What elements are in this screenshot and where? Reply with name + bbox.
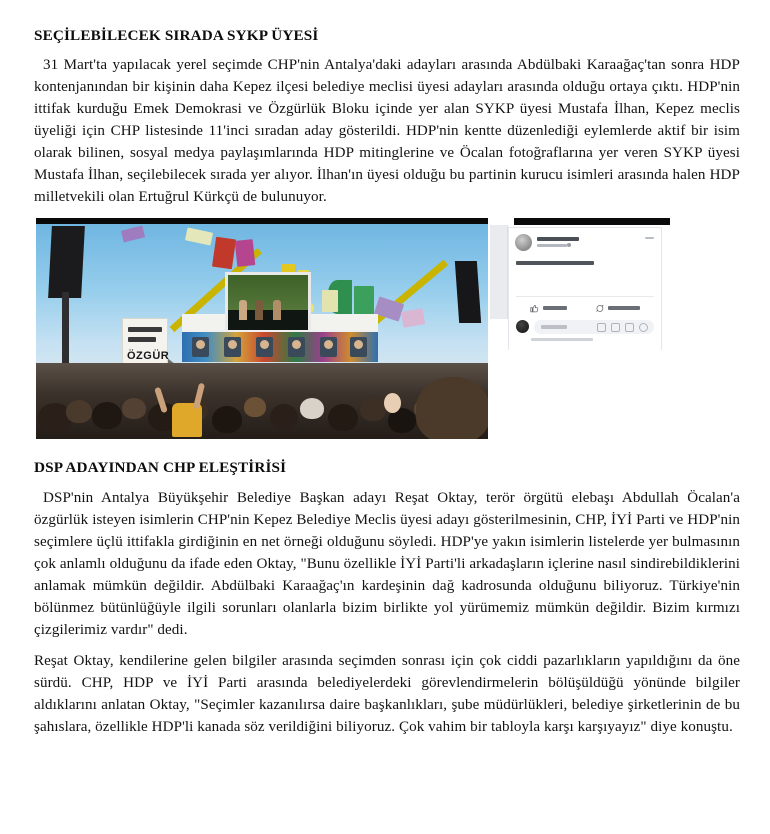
stage-led-screen bbox=[225, 272, 311, 336]
facebook-post-card bbox=[508, 227, 662, 351]
crowd-head bbox=[328, 404, 358, 431]
avatar bbox=[515, 234, 532, 251]
crowd-head bbox=[300, 398, 324, 419]
post-footnote-redacted bbox=[531, 338, 593, 341]
gif-icon[interactable] bbox=[625, 323, 634, 332]
crowd-head bbox=[66, 400, 92, 423]
led-figure bbox=[255, 300, 263, 320]
crowd-face bbox=[384, 393, 401, 413]
rally-flag bbox=[322, 290, 338, 312]
post-timestamp-redacted bbox=[537, 244, 567, 247]
post-author-meta bbox=[537, 237, 579, 247]
led-figure bbox=[273, 300, 281, 320]
section-heading-secondary: DSP ADAYINDAN CHP ELEŞTİRİSİ bbox=[34, 458, 287, 476]
stage-portrait bbox=[350, 337, 367, 357]
like-button-label-redacted bbox=[543, 306, 567, 310]
comment-button-label-redacted bbox=[608, 306, 640, 310]
article-paragraph: DSP'nin Antalya Büyükşehir Belediye Başkan adayı Reşat Oktay, terör örgütü elebaşı Abdullah Öcalan'a özgürlük isteyen isimlerin CHP'nin Kepez Belediye Meclis üyesi adayı gösterilmesinin, CHP, İYİ Parti ve HDP'nin seçimlere üçlü ittifakla girdiğinin en net örneği olduğunu söyledi. HDP'ye yakın isimlerin listelerde yer bulmasının çok anlamlı olduğunu da ifade eden Oktay, "Bunu özellikle İYİ Parti'li arkadaşların içlerine nasıl sindirebildiklerini anlamak mümkün değildir. Abdülbaki Karaağaç'ın kardeşinin dağ kadrosunda olduğunu biliyoruz. Türkiye'nin bölünmez bütünlüğüyle ilgili sorunları olanlarla bizim birlikte yol yürümemiz mümkün değildir. Bizim kırmızı çizgilerimiz vardır" dedi. bbox=[34, 490, 740, 638]
crowd-head bbox=[360, 398, 386, 421]
globe-icon bbox=[567, 243, 571, 247]
speaker-stack-right bbox=[455, 261, 481, 323]
rally-flag bbox=[354, 286, 374, 316]
rally-photo-image bbox=[36, 218, 488, 439]
crowd-area bbox=[36, 363, 488, 439]
more-options-icon[interactable] bbox=[645, 237, 654, 239]
post-body-text-redacted bbox=[516, 261, 594, 265]
rally-flag bbox=[212, 237, 236, 269]
crowd-head bbox=[270, 404, 298, 429]
stage-portrait bbox=[320, 337, 337, 357]
avatar bbox=[516, 320, 529, 333]
stage-portrait bbox=[192, 337, 209, 357]
comment-attachment-icons bbox=[597, 323, 648, 332]
article-paragraph: 31 Mart'ta yapılacak yerel seçimde CHP'nin Antalya'daki adayları arasında Abdülbaki Karaağaç'tan sonra HDP kontenjanından bir kişinin daha Kepez ilçesi belediye meclisi üyesi adayları arasında olduğu ortaya çıktı. HDP'nin ittifak kurduğu Emek Demokrasi ve Özgürlük Bloku içinde yer alan SYKP üyesi Mustafa İlhan, Kepez meclis üyeliği için CHP listesinde 11'inci sıradan aday gösterildi. HDP'nin kentte düzenlediği eylemlerde aktif bir isim olarak bilinen, sosyal medya paylaşımlarında HDP mitinglerine ve Öcalan fotoğraflarına yer veren SYKP üyesi Mustafa İlhan, seçilebilecek sırada yer alıyor. İlhan'ın üyesi olduğu bu partinin kurucu isimleri arasında halen HDP milletvekili olan Ertuğrul Kürkçü de bulunuyor. bbox=[34, 57, 740, 205]
rally-flag bbox=[235, 239, 256, 267]
comment-input[interactable] bbox=[534, 320, 654, 334]
sticker-icon[interactable] bbox=[639, 323, 648, 332]
facebook-left-rail bbox=[490, 225, 508, 319]
divider bbox=[516, 296, 654, 297]
crowd-head bbox=[92, 402, 122, 429]
like-button[interactable] bbox=[530, 304, 567, 313]
speaker-stack-left bbox=[48, 226, 85, 298]
facebook-post-screenshot bbox=[490, 218, 670, 366]
stage-portrait bbox=[288, 337, 305, 357]
speaker-pole-left bbox=[62, 292, 69, 364]
article-paragraph: Reşat Oktay, kendilerine gelen bilgiler arasında seçimden sonrası için çok ciddi pazarlıkların yapıldığını da öne sürdü. CHP, HDP ve İYİ Parti arasında belediyelerdeki görevlendirmelerin bölüşüldüğü yönünde bilgiler aldıklarını anlatan Oktay, "Seçimler kazanılırsa daire başkanlıkları, şube müdürlükleri, belediye şirketlerinin de bu şahıslara, özellikle HDP'li kanada söz verildiğini biliyoruz. Çok vahim bir tabloyla karşı karşıyayız" diye konuştu. bbox=[34, 652, 740, 735]
stage-portrait-strip bbox=[182, 330, 378, 362]
crowd-head bbox=[212, 406, 242, 433]
banner-text-line bbox=[128, 337, 156, 342]
stage-portrait bbox=[256, 337, 273, 357]
comment-compose-row[interactable] bbox=[516, 319, 654, 335]
banner-word: ÖZGÜR bbox=[127, 349, 170, 362]
post-author-name-redacted bbox=[537, 237, 579, 241]
foreground-head bbox=[416, 377, 488, 439]
screenshot-bottom-edge bbox=[490, 350, 670, 366]
screenshot-top-bar bbox=[514, 218, 670, 225]
banner-text-line bbox=[128, 327, 162, 332]
page-title: SEÇİLEBİLECEK SIRADA SYKP ÜYESİ bbox=[34, 27, 319, 44]
crowd-head bbox=[244, 397, 266, 417]
comment-input-placeholder-redacted bbox=[541, 325, 567, 329]
emoji-icon[interactable] bbox=[597, 323, 606, 332]
camera-icon[interactable] bbox=[611, 323, 620, 332]
protest-banner bbox=[122, 318, 168, 368]
crowd-head bbox=[122, 398, 146, 419]
comment-button[interactable] bbox=[595, 304, 640, 313]
led-figure bbox=[239, 300, 247, 320]
document-content bbox=[34, 27, 740, 748]
media-block bbox=[34, 218, 740, 446]
post-actions-row bbox=[516, 301, 654, 316]
stage-portrait bbox=[224, 337, 241, 357]
